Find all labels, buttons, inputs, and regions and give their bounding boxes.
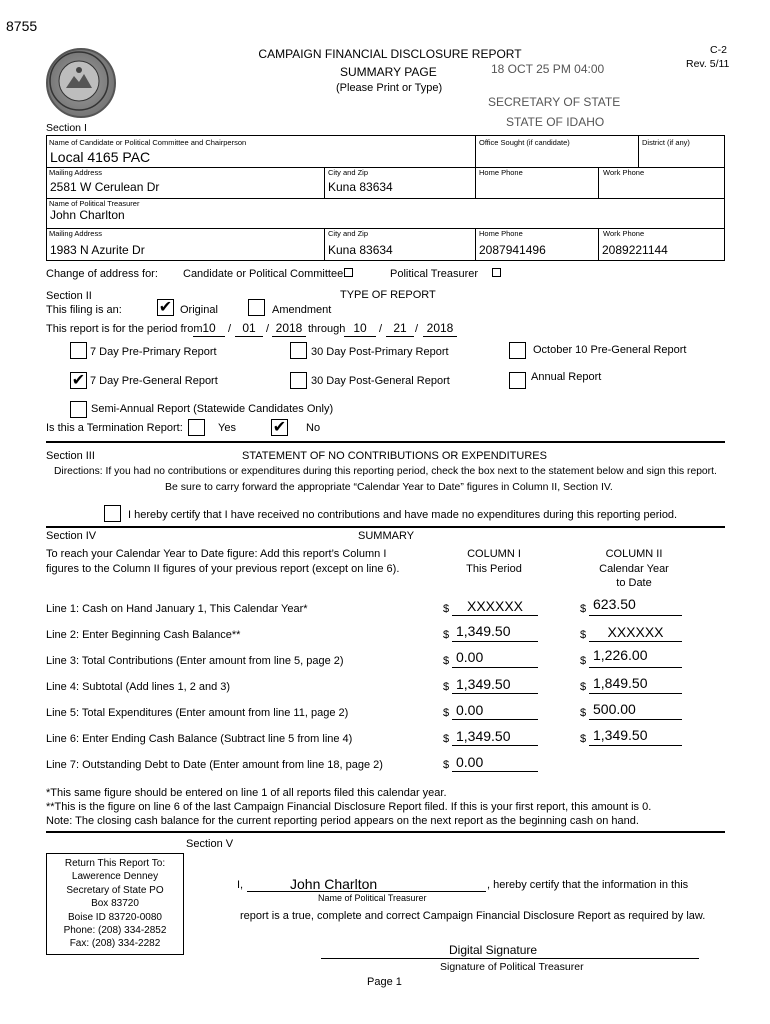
return-address-box <box>46 853 184 955</box>
committee-name-label: Name of Candidate or Political Committee and Chairperson <box>49 138 247 147</box>
line-4-column-2[interactable]: 1,849.50 <box>593 675 648 691</box>
return-name: Lawerence Denney <box>71 871 159 883</box>
original-label: Original <box>180 304 218 316</box>
received-stamp-date: 18 OCT 25 PM 04:00 <box>491 62 605 76</box>
underline <box>423 336 457 337</box>
pre-general-7day-label: 7 Day Pre-General Report <box>90 375 218 387</box>
annual-report-checkbox[interactable] <box>509 372 526 389</box>
treasurer-certify-name[interactable]: John Charlton <box>290 876 378 892</box>
line-5-label: Line 5: Total Expenditures (Enter amount from line 11, page 2) <box>46 707 349 719</box>
return-phone: Phone: (208) 334-2852 <box>63 925 167 937</box>
document-number: 8755 <box>6 18 38 34</box>
certify-statement-2: report is a true, complete and correct Campaign Financial Disclosure Report as required by law. <box>240 910 706 922</box>
line-3-label: Line 3: Total Contributions (Enter amount from line 5, page 2) <box>46 655 344 667</box>
termination-yes-label: Yes <box>218 422 236 434</box>
amendment-label: Amendment <box>272 304 332 316</box>
section-3-directions-2: Be sure to carry forward the appropriate “Calendar Year to Date” figures in Column II, Section IV. <box>165 481 613 493</box>
underline <box>452 667 538 668</box>
print-note: (Please Print or Type) <box>336 82 443 94</box>
section-4-title: SUMMARY <box>358 530 415 542</box>
line-1-column-1[interactable]: XXXXXX <box>466 598 524 614</box>
treasurer-mailing-label: Mailing Address <box>49 229 102 238</box>
line-6-column-2[interactable]: 1,349.50 <box>593 727 648 743</box>
treasurer-name-caption: Name of Political Treasurer <box>318 893 427 903</box>
no-contributions-checkbox[interactable] <box>104 505 121 522</box>
dollar-sign: $ <box>443 707 450 719</box>
underline <box>321 958 699 959</box>
certify-i-label: I, <box>237 879 244 891</box>
underline <box>589 719 682 720</box>
mailing-address-label: Mailing Address <box>49 168 102 177</box>
line-1-column-2[interactable]: 623.50 <box>593 596 636 612</box>
through-label: through <box>308 323 346 335</box>
underline <box>589 615 682 616</box>
underline <box>272 336 306 337</box>
section-3-directions: Directions: If you had no contributions or expenditures during this reporting period, check the box next to the statement below and sign this report. <box>54 466 717 477</box>
treasurer-name-field[interactable]: John Charlton <box>50 208 125 222</box>
section-1-label: Section I <box>46 122 87 134</box>
section-divider <box>46 831 725 833</box>
period-to-month[interactable]: 10 <box>353 321 367 335</box>
report-title: CAMPAIGN FINANCIAL DISCLOSURE REPORT <box>258 47 522 61</box>
footnote-3: Note: The closing cash balance for the current reporting period appears on the next report as the beginning cash on hand. <box>46 815 639 827</box>
post-general-30day-label: 30 Day Post-General Report <box>311 375 450 387</box>
pre-general-7day-checkbox[interactable]: ✔ <box>71 372 86 389</box>
treasurer-work-phone-label: Work Phone <box>603 229 645 238</box>
report-subtitle: SUMMARY PAGE <box>340 65 437 79</box>
treasurer-home-phone-field[interactable]: 2087941496 <box>479 243 546 257</box>
col-divider <box>324 167 325 198</box>
form-revision: Rev. 5/11 <box>686 58 730 70</box>
treasurer-home-phone-label: Home Phone <box>479 229 523 238</box>
dollar-sign: $ <box>443 733 450 745</box>
line-2-column-2[interactable]: XXXXXX <box>607 624 664 640</box>
city-zip-label: City and Zip <box>328 168 369 177</box>
section-divider <box>46 441 725 443</box>
termination-no-label: No <box>306 422 321 434</box>
line-7-label: Line 7: Outstanding Debt to Date (Enter amount from line 18, page 2) <box>46 759 383 771</box>
date-separator: / <box>266 323 270 335</box>
treasurer-city-field[interactable]: Kuna 83634 <box>328 243 393 257</box>
treasurer-mailing-field[interactable]: 1983 N Azurite Dr <box>50 243 145 257</box>
date-separator: / <box>415 323 419 335</box>
dollar-sign: $ <box>443 681 450 693</box>
underline <box>386 336 414 337</box>
underline <box>235 336 263 337</box>
received-stamp-state: STATE OF IDAHO <box>506 115 605 129</box>
post-primary-30day-label: 30 Day Post-Primary Report <box>311 346 449 358</box>
row-divider <box>46 198 725 199</box>
filing-type-label: This filing is an: <box>46 304 122 316</box>
underline <box>452 771 538 772</box>
section-2-label: Section II <box>46 290 92 302</box>
dollar-sign: $ <box>443 603 450 615</box>
change-of-address-label: Change of address for: <box>46 268 158 280</box>
date-separator: / <box>228 323 232 335</box>
underline <box>589 745 682 746</box>
column-2-header: COLUMN II <box>605 548 663 560</box>
line-6-column-1[interactable]: 1,349.50 <box>456 728 511 744</box>
amendment-checkbox[interactable] <box>248 299 265 316</box>
summary-instructions-1: To reach your Calendar Year to Date figure: Add this report’s Column I <box>46 548 387 560</box>
annual-report-label: Annual Report <box>531 371 602 383</box>
line-3-column-2[interactable]: 1,226.00 <box>593 647 648 663</box>
dollar-sign: $ <box>443 759 450 771</box>
col-divider <box>638 135 639 167</box>
underline <box>344 336 376 337</box>
period-from-year[interactable]: 2018 <box>275 321 303 335</box>
original-checkbox[interactable]: ✔ <box>158 299 173 316</box>
return-office: Secretary of State PO <box>66 884 164 896</box>
idaho-state-seal <box>46 48 116 118</box>
change-candidate-checkbox[interactable] <box>344 268 353 277</box>
oct10-pre-general-checkbox[interactable] <box>509 342 526 359</box>
form-code: C-2 <box>710 44 727 56</box>
period-from-month[interactable]: 10 <box>202 321 216 335</box>
line-2-column-1[interactable]: 1,349.50 <box>456 623 511 639</box>
change-candidate-label: Candidate or Political Committee <box>183 268 344 280</box>
col-divider <box>475 167 476 198</box>
column-2-subheader-2: to Date <box>616 577 652 589</box>
dollar-sign: $ <box>443 629 450 641</box>
received-stamp-office: SECRETARY OF STATE <box>488 95 621 109</box>
dollar-sign: $ <box>580 629 587 641</box>
work-phone-label: Work Phone <box>603 168 645 177</box>
pre-primary-7day-checkbox[interactable] <box>70 342 87 359</box>
post-primary-30day-checkbox[interactable] <box>290 342 307 359</box>
line-1-label: Line 1: Cash on Hand January 1, This Calendar Year* <box>46 603 308 615</box>
line-5-column-2[interactable]: 500.00 <box>593 701 636 717</box>
col-divider <box>475 228 476 261</box>
period-to-year[interactable]: 2018 <box>426 321 454 335</box>
summary-instructions-2: figures to the Column II figures of your previous report (except on line 6). <box>46 563 400 575</box>
home-phone-label: Home Phone <box>479 168 523 177</box>
section-3-label: Section III <box>46 450 95 462</box>
treasurer-work-phone-field[interactable]: 2089221144 <box>602 243 668 257</box>
column-1-subheader: This Period <box>466 563 522 575</box>
period-from-day[interactable]: 01 <box>242 321 256 335</box>
committee-name-field[interactable]: Local 4165 PAC <box>50 149 151 165</box>
office-sought-label: Office Sought (if candidate) <box>479 138 570 147</box>
treasurer-name-label: Name of Political Treasurer <box>49 199 140 208</box>
dollar-sign: $ <box>580 733 587 745</box>
underline <box>452 693 538 694</box>
date-separator: / <box>379 323 383 335</box>
signature-field[interactable]: Digital Signature <box>449 943 538 957</box>
semi-annual-label: Semi-Annual Report (Statewide Candidates Only) <box>91 403 334 415</box>
period-label: This report is for the period from <box>46 323 203 335</box>
treasurer-city-label: City and Zip <box>328 229 369 238</box>
return-box: Box 83720 <box>91 898 139 910</box>
return-address-text <box>47 854 183 951</box>
line-2-label: Line 2: Enter Beginning Cash Balance** <box>46 629 241 641</box>
dollar-sign: $ <box>443 655 450 667</box>
page-number: Page 1 <box>367 976 402 988</box>
no-contributions-statement: I hereby certify that I have received no contributions and have made no expenditures during this reporting period. <box>128 509 678 521</box>
col-divider <box>324 228 325 261</box>
section-3-title: STATEMENT OF NO CONTRIBUTIONS OR EXPENDITURES <box>242 450 547 462</box>
return-city: Boise ID 83720-0080 <box>68 911 162 923</box>
period-to-day[interactable]: 21 <box>393 321 407 335</box>
change-treasurer-label: Political Treasurer <box>390 268 479 280</box>
termination-yes-checkbox[interactable] <box>188 419 205 436</box>
type-of-report-title: TYPE OF REPORT <box>340 289 436 301</box>
line-4-column-1[interactable]: 1,349.50 <box>456 676 511 692</box>
dollar-sign: $ <box>580 681 587 693</box>
underline <box>452 615 538 616</box>
underline <box>589 667 682 668</box>
pre-primary-7day-label: 7 Day Pre-Primary Report <box>90 346 217 358</box>
dollar-sign: $ <box>580 707 587 719</box>
column-2-subheader: Calendar Year <box>599 563 669 575</box>
dollar-sign: $ <box>580 655 587 667</box>
column-1-header: COLUMN I <box>467 548 521 560</box>
underline <box>589 693 682 694</box>
semi-annual-checkbox[interactable] <box>70 401 87 418</box>
line-5-column-1[interactable]: 0.00 <box>456 702 484 718</box>
section-divider <box>46 526 725 528</box>
termination-label: Is this a Termination Report: <box>46 422 183 434</box>
section-4-label: Section IV <box>46 530 97 542</box>
city-zip-field[interactable]: Kuna 83634 <box>328 180 393 194</box>
underline <box>452 719 538 720</box>
oct10-pre-general-label: October 10 Pre-General Report <box>533 344 687 356</box>
underline <box>589 641 682 642</box>
underline <box>452 745 538 746</box>
return-heading: Return This Report To: <box>64 858 166 869</box>
post-general-30day-checkbox[interactable] <box>290 372 307 389</box>
line-7-column-1[interactable]: 0.00 <box>456 754 484 770</box>
signature-caption: Signature of Political Treasurer <box>440 961 584 973</box>
return-fax: Fax: (208) 334-2282 <box>69 938 161 950</box>
dollar-sign: $ <box>580 603 587 615</box>
line-4-label: Line 4: Subtotal (Add lines 1, 2 and 3) <box>46 681 231 693</box>
change-treasurer-checkbox[interactable] <box>492 268 501 277</box>
termination-no-checkbox[interactable]: ✔ <box>272 419 287 436</box>
footnote-1: *This same figure should be entered on line 1 of all reports filed this calendar year. <box>46 787 447 799</box>
mailing-address-field[interactable]: 2581 W Cerulean Dr <box>50 180 160 194</box>
district-label: District (if any) <box>642 138 690 147</box>
col-divider <box>598 228 599 261</box>
underline <box>452 641 538 642</box>
underline <box>193 336 225 337</box>
footnote-2: **This is the figure on line 6 of the last Campaign Financial Disclosure Report filed. If this is your first report, this amount is 0. <box>46 801 652 813</box>
line-3-column-1[interactable]: 0.00 <box>456 649 484 665</box>
line-6-label: Line 6: Enter Ending Cash Balance (Subtract line 5 from line 4) <box>46 733 353 745</box>
certify-statement: , hereby certify that the information in this <box>487 879 689 891</box>
section-5-label: Section V <box>186 838 234 850</box>
seal-graphic <box>48 50 110 112</box>
col-divider <box>598 167 599 198</box>
col-divider <box>475 135 476 167</box>
